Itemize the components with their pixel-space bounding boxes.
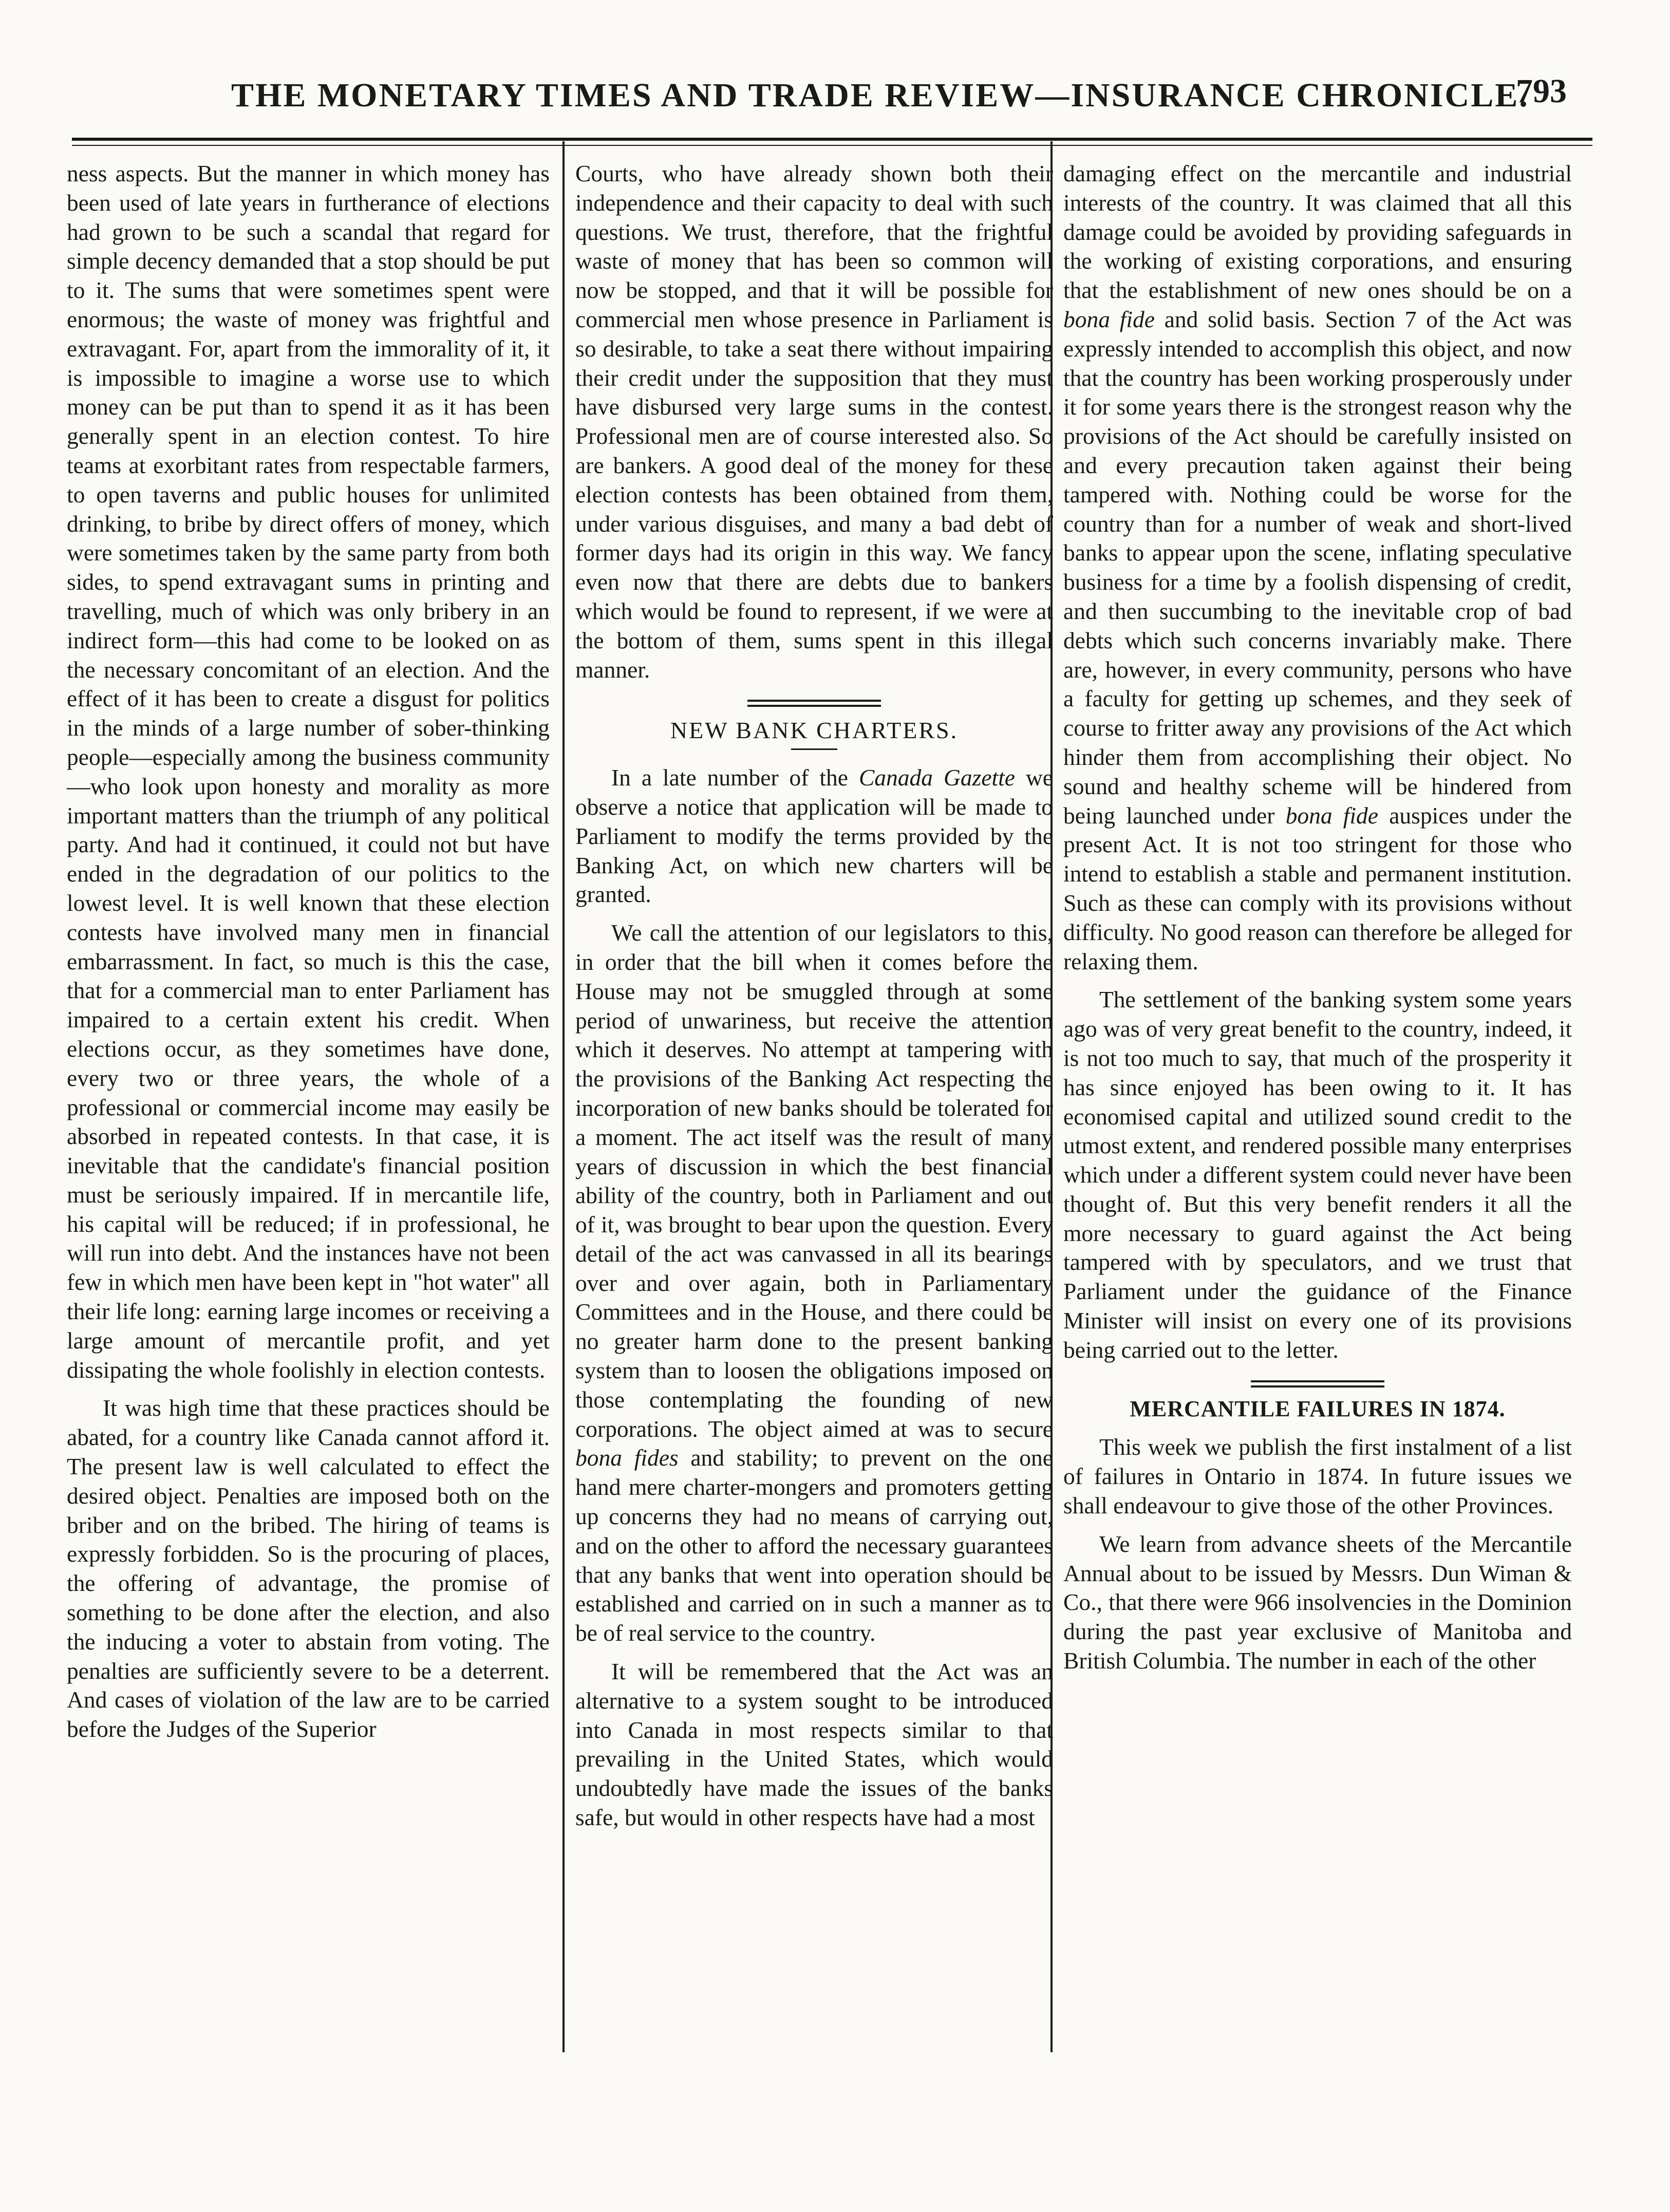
header-rule-thick	[72, 138, 1592, 141]
heading-underline	[791, 748, 837, 750]
heading-new-bank-charters: NEW BANK CHARTERS.	[670, 717, 959, 744]
col2-paragraph-3: We call the attention of our legislators to this, in order that the bill when it comes before the House may not be smuggled through at some period of unwariness, but receive the attention which it deserves. No attempt at tampering with the provisions of the Banking Act respecting the incorporation of new banks should be tolerated for a moment. The act itself was the result of many years of discussion in which the best financial ability of the country, both in Parliament and out of it, was brought to bear upon the question. Every detail of the act was canvassed in all its bearings over and over again, both in Parliamentary Committees and in the House, and there could be no greater harm done to the present banking system than to loosen the obligations imposed on those contemplating the founding of new corporations. The object aimed at was to secure bona fides and stability; to prevent on the one hand mere charter-mongers and promoters getting up concerns they had no means of carrying out, and on the other to afford the necessary guarantees that any banks that went into operation should be established and carried on in such a manner as to be of real service to the country.	[575, 920, 1053, 1646]
page-number: 793	[1516, 72, 1567, 110]
col2-paragraph-2: In a late number of the Canada Gazette we observe a notice that application will be made to Parliament to modify the terms provided by the Banking Act, on which new charters will be granted.	[575, 764, 1054, 908]
column-2	[575, 159, 1053, 1832]
column-divider-left	[562, 141, 565, 2052]
col3-paragraph-2: The settlement of the banking system some years ago was of very great benefit to the country, indeed, it is not too much to say, that much of the prosperity it has since enjoyed has been owing to it. It has economised capital and utilized sound credit to the utmost extent, and rendered possible many enterprises which under a different system could never have been thought of. But this very benefit renders it all the more necessary to guard against the Act being tampered with by speculators, and we trust that Parliament under the guidance of the Finance Minister will insist on every one of its provisions being carried out to the letter.	[1063, 986, 1572, 1363]
col3-paragraph-3: This week we publish the first instalment of a list of failures in Ontario in 1874. In future issues we shall endeavour to give those of the other Provinces.	[1063, 1434, 1572, 1519]
header-rule-thin	[72, 145, 1592, 146]
col3-paragraph-4: We learn from advance sheets of the Mercantile Annual about to be issued by Messrs. Dun Wiman & Co., that there were 966 insolvencies in the Dominion during the past year exclusive of Manitoba and British Columbia. The number in each of the other	[1063, 1530, 1572, 1674]
col2-paragraph-1: Courts, who have already shown both their independence and their capacity to deal with such questions. We trust, therefore, that the frightful waste of money that has been so common will now be stopped, and that it will be possible for commercial men whose presence in Parliament is so desirable, to take a seat there without impairing their credit under the supposition that they must have disbursed very large sums in the contest. Professional men are of course interested also. So are bankers. A good deal of the money for these election contests has been obtained from them, under various disguises, and many a bad debt of former days had its origin in this way. We fancy even now that there are debts due to bankers which would be found to represent, if we were at the bottom of them, sums spent in this illegal manner.	[575, 160, 1053, 683]
heading-mercantile-failures: MERCANTILE FAILURES IN 1874.	[1130, 1396, 1506, 1421]
col3-paragraph-1: damaging effect on the mercantile and industrial interests of the country. It was claimed that all this damage could be avoided by providing safeguards in the working of existing corporations, and ensuring that the establishment of new ones should be on a bona fide and solid basis. Section 7 of the Act was expressly intended to accomplish this object, and now that the country has been working prosperously under it for some years there is the strongest reason why the provisions of the Act should be carefully insisted on and every precaution taken against their being tampered with. Nothing could be worse for the country than for a number of weak and short-lived banks to appear upon the scene, inflating speculative business for a time by a foolish dispensing of credit, and then succumbing to the inevitable crop of bad debts which such concerns invariably make. There are, however, in every community, persons who have a faculty for getting up schemes, and they seek of course to fritter away any provisions of the Act which hinder them from accomplishing their object. No sound and healthy scheme will be hindered from being launched under bona fide auspices under the present Act. It is not too stringent for those who intend to establish a stable and permanent institution. Such as these can comply with its provisions without difficulty. No good reason can therefore be alleged for relaxing them.	[1063, 160, 1572, 974]
masthead	[67, 62, 1587, 134]
section-divider-double-rule-2	[1251, 1380, 1384, 1388]
col1-paragraph-1: ness aspects. But the manner in which money has been used of late years in furtherance of elections had grown to be such a scandal that regard for simple decency demanded that a stop should be put to it. The sums that were sometimes spent were enormous; the waste of money was frightful and extravagant. For, apart from the immorality of it, it is impossible to imagine a worse use to which money can be put than to spend it as it has been generally spent in an election contest. To hire teams at exorbitant rates from respectable farmers, to open taverns and public houses for unlimited drinking, to bribe by direct offers of money, which were sometimes taken by the same party from both sides, to spend extravagant sums in printing and travelling, much of which was only bribery in an indirect form—this had come to be looked on as the necessary concomitant of an election. And the effect of it has been to create a disgust for politics in the minds of a large number of sober-thinking people—especially among the business community—who look upon honesty and morality as more important matters than the triumph of any political party. And had it continued, it could not but have ended in the degradation of our politics to the lowest level. It is well known that these election contests have involved many men in financial embarrassment. In fact, so much is this the case, that for a commercial man to enter Parliament has impaired to a certain extent his credit. When elections occur, as they sometimes have done, every two or three years, the whole of a professional or commercial income may easily be absorbed in repeated contests. In that case, it is inevitable that the candidate's financial position must be seriously impaired. If in mercantile life, his capital will be reduced; if in professional, he will run into debt. And the instances have not been few in which men have been kept in "hot water" all their life long: earning large incomes or receiving a large amount of mercantile profit, and yet dissipating the whole foolishly in election contests.	[67, 160, 550, 1383]
column-1	[67, 159, 550, 1744]
col1-paragraph-2: It was high time that these practices should be abated, for a country like Canada cannot afford it. The present law is well calculated to effect the desired object. Penalties are imposed both on the briber and on the bribed. The hiring of teams is expressly forbidden. So is the procuring of places, the offering of advantage, the promise of something to be done after the election, and also the inducing a voter to abstain from voting. The penalties are sufficiently severe to be a deterrent. And cases of violation of the law are to be carried before the Judges of the Superior	[67, 1395, 550, 1742]
publication-title: THE MONETARY TIMES AND TRADE REVIEW—INSURANCE CHRONICLE.	[231, 77, 1529, 114]
section-divider-double-rule	[747, 700, 881, 707]
column-3	[1063, 159, 1572, 1676]
col2-paragraph-4: It will be remembered that the Act was an alternative to a system sought to be introduced into Canada in most respects similar to that prevailing in the United States, which would undoubtedly have made the issues of the banks safe, but would in other respects have had a most	[575, 1658, 1053, 1831]
